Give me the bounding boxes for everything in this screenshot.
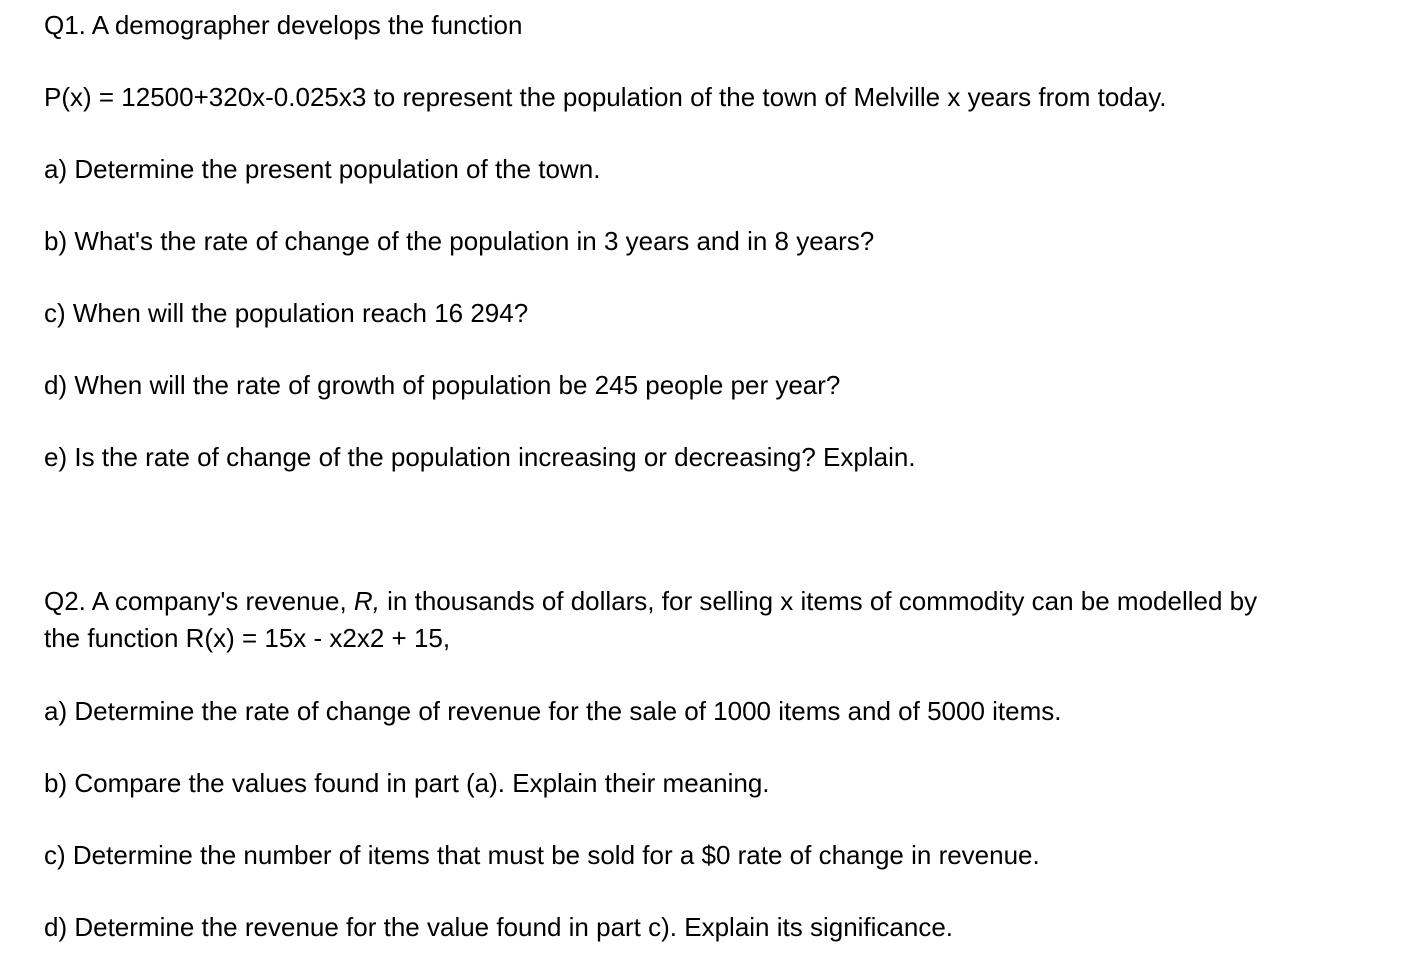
q2-intro-after: in thousands of dollars, for selling x items of commodity can be modelled by bbox=[379, 586, 1258, 616]
q2-intro-line2: the function R(x) = 15x - x2x2 + 15, bbox=[44, 623, 451, 653]
q2-intro-variable: R, bbox=[353, 586, 380, 616]
q2-intro-line1 bbox=[44, 583, 1257, 619]
q1-function: P(x) = 12500+320x-0.025x3 to represent the population of the town of Melville x years from today. bbox=[44, 82, 1167, 112]
q2-part-a: a) Determine the rate of change of revenue for the sale of 1000 items and of 5000 items. bbox=[44, 696, 1062, 726]
q2-part-d: d) Determine the revenue for the value found in part c). Explain its significance. bbox=[44, 912, 954, 942]
q1-part-e: e) Is the rate of change of the population increasing or decreasing? Explain. bbox=[44, 442, 916, 472]
q2-part-b: b) Compare the values found in part (a). Explain their meaning. bbox=[44, 768, 770, 798]
q1-part-b: b) What's the rate of change of the population in 3 years and in 8 years? bbox=[44, 226, 875, 256]
q2-part-c: c) Determine the number of items that must be sold for a $0 rate of change in revenue. bbox=[44, 840, 1040, 870]
q1-part-a: a) Determine the present population of the town. bbox=[44, 154, 601, 184]
q2-intro-before: Q2. A company's revenue, bbox=[44, 586, 354, 616]
q1-part-d: d) When will the rate of growth of population be 245 people per year? bbox=[44, 370, 841, 400]
q1-part-c: c) When will the population reach 16 294? bbox=[44, 298, 529, 328]
q1-heading: Q1. A demographer develops the function bbox=[44, 10, 523, 40]
